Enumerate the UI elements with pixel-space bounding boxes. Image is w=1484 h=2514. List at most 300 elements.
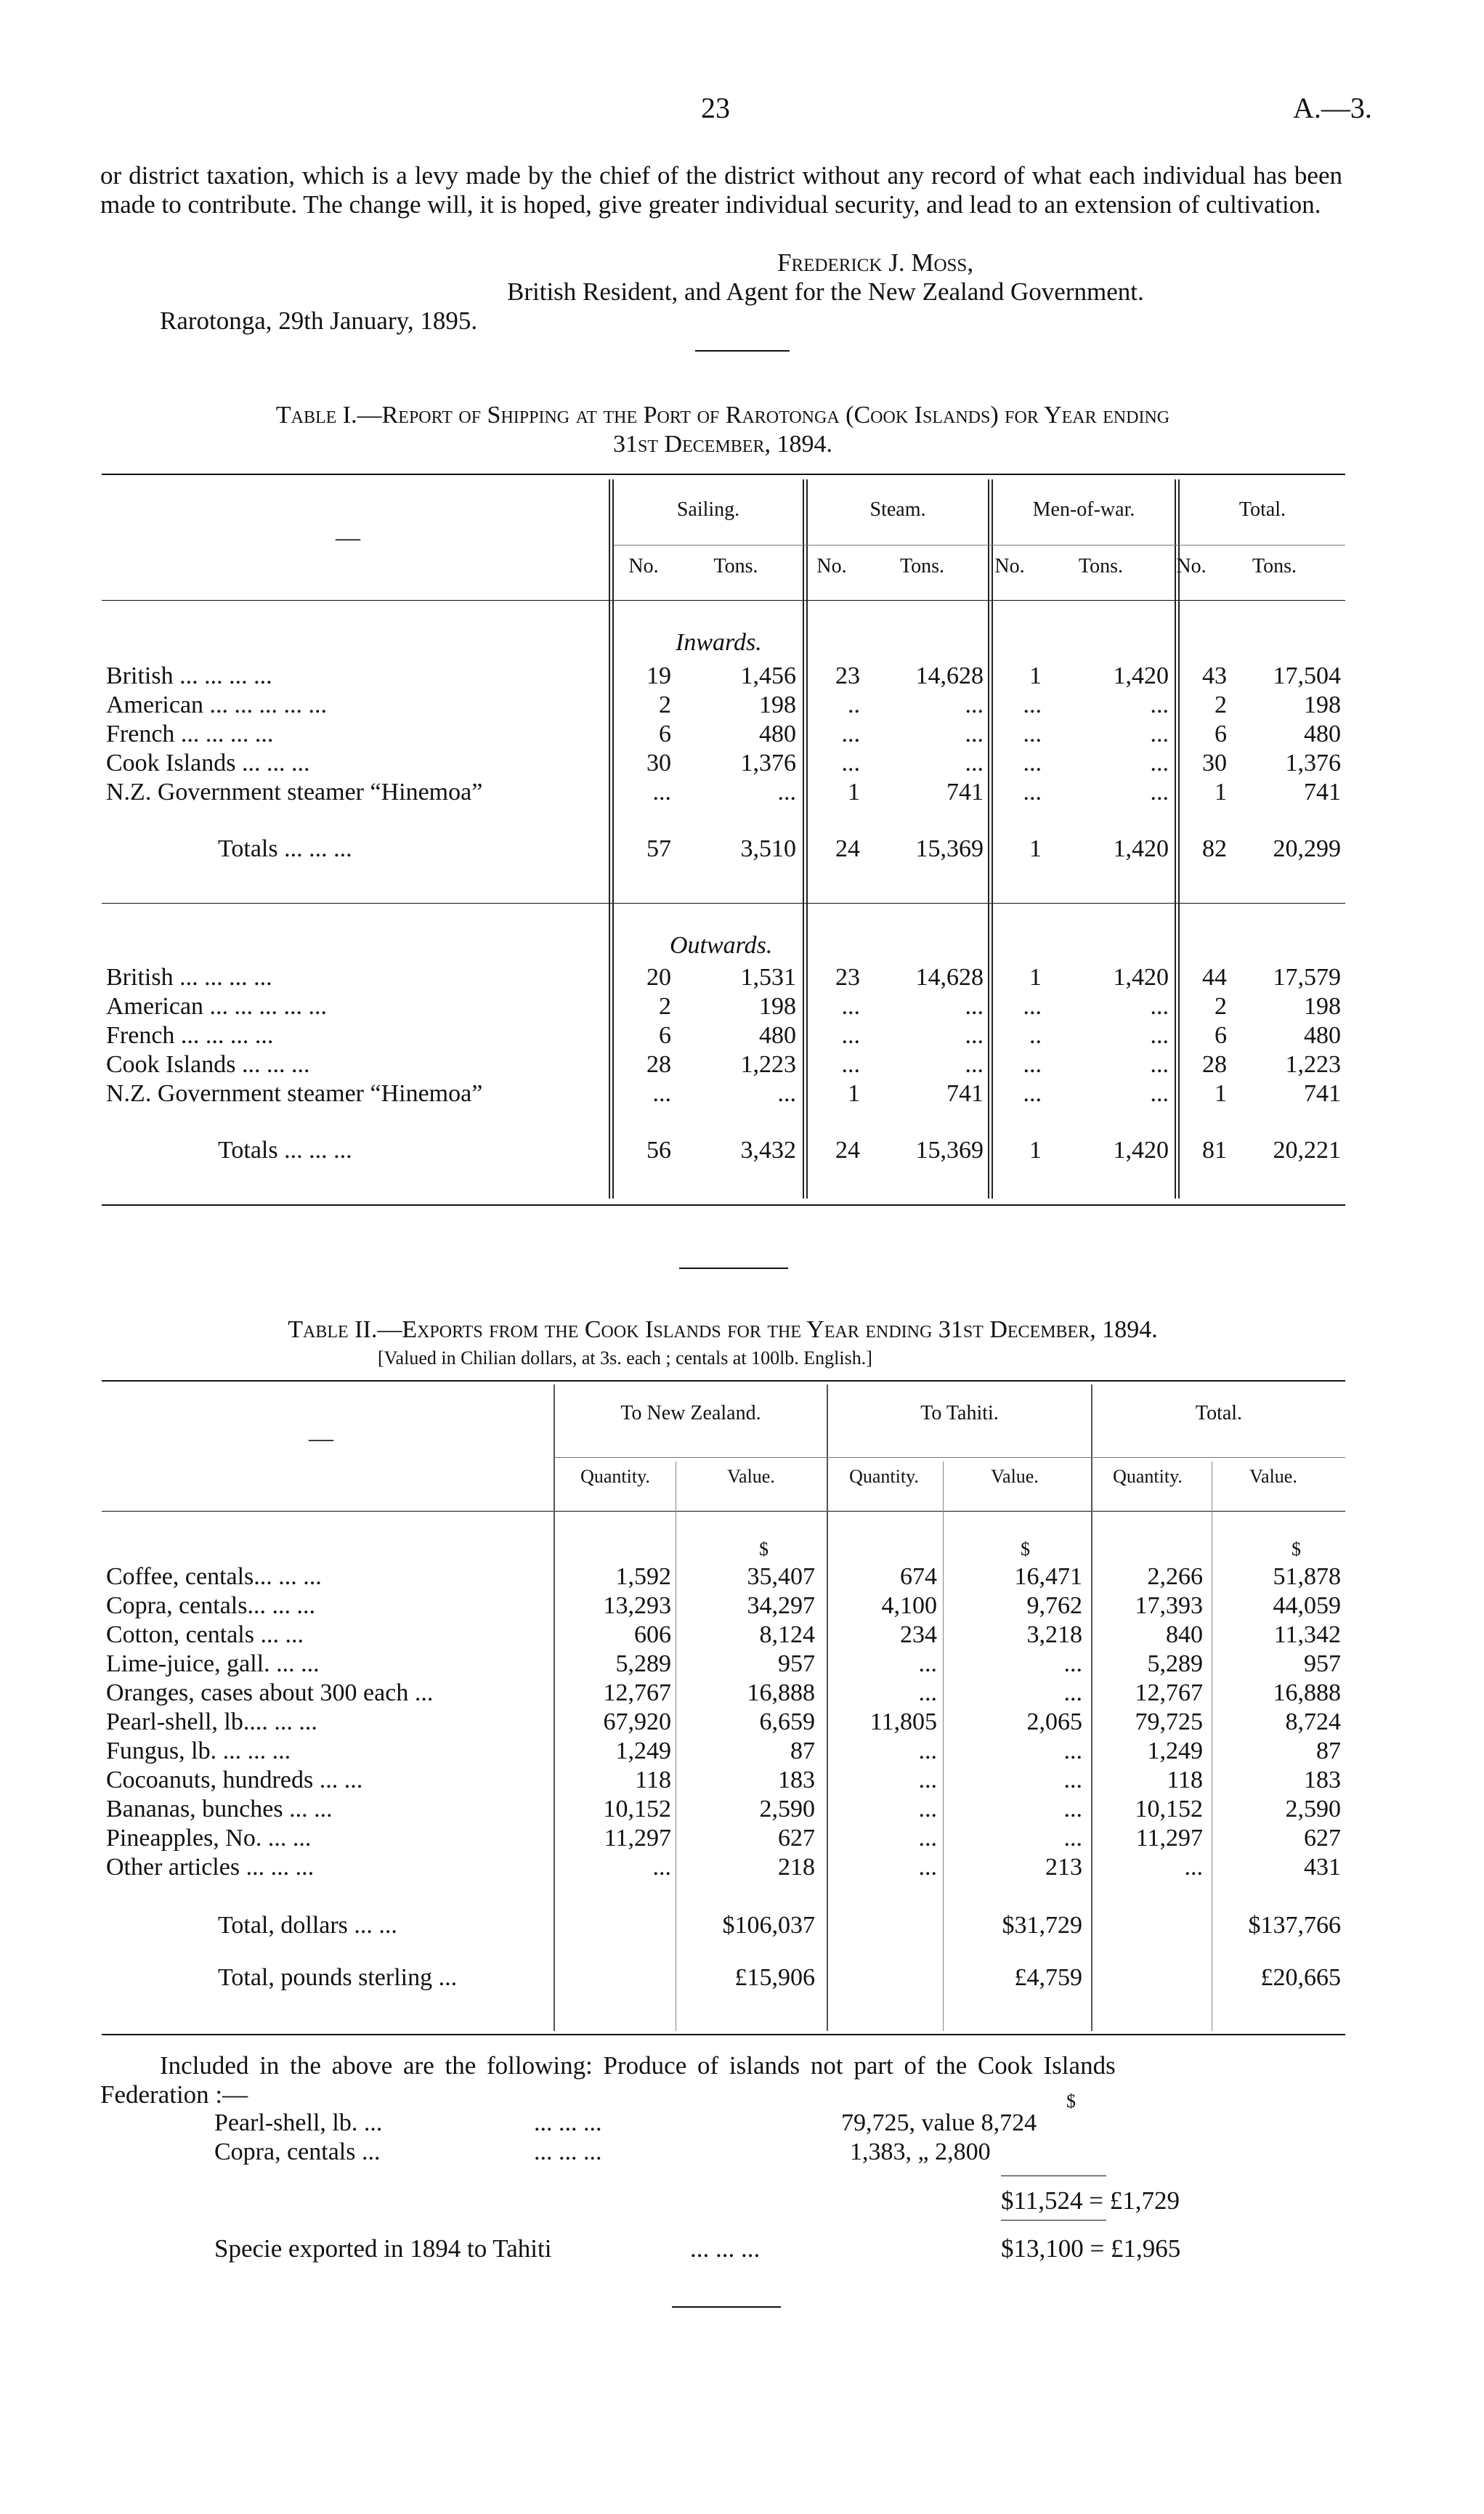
signature-name: Frederick J. Moss, xyxy=(777,248,974,277)
cell xyxy=(1087,1881,1207,1939)
cell: 1 xyxy=(1029,835,1042,862)
cell: ... xyxy=(918,1854,937,1881)
cell: ... xyxy=(777,1080,796,1107)
cell: 12,767 xyxy=(1135,1679,1203,1706)
row-label: Fungus, lb. xyxy=(106,1738,217,1764)
cell: 480 xyxy=(759,1022,796,1049)
t1-sub-no: No. xyxy=(994,555,1025,577)
subtotal-rule xyxy=(1001,2220,1106,2221)
row-dots: ... xyxy=(414,1679,434,1706)
row-label: French xyxy=(106,721,175,747)
document-code: A.—3. xyxy=(1293,92,1372,124)
cell: 1 xyxy=(848,779,860,806)
cell: ... xyxy=(841,721,860,747)
cell: ... xyxy=(1063,1825,1082,1852)
cell: ... xyxy=(965,1051,984,1078)
row-dots: ... ... xyxy=(267,1825,312,1852)
copra-value: 1,383, „ 2,800 xyxy=(850,2138,991,2165)
cell: 16,888 xyxy=(1273,1679,1341,1706)
cell: 87 xyxy=(1316,1738,1341,1764)
row-dots: ... ... ... xyxy=(222,1738,291,1764)
table2-stub-dash: — xyxy=(309,1425,333,1452)
cell: ... xyxy=(652,1080,671,1107)
cell: 198 xyxy=(1304,993,1341,1020)
cell: ... xyxy=(1150,692,1169,718)
cell: £4,759 xyxy=(1014,1964,1082,1991)
cell: ... xyxy=(841,1022,860,1049)
cell: ... xyxy=(1023,721,1042,747)
cell xyxy=(554,1939,676,1992)
t2-group-total: Total. xyxy=(1195,1402,1243,1424)
cell: 6 xyxy=(1215,1022,1227,1049)
table-row xyxy=(102,1562,1345,1591)
cell: ... xyxy=(1150,721,1169,747)
row-label: Pearl-shell, lb.... xyxy=(106,1708,268,1735)
cell: 87 xyxy=(790,1738,815,1764)
table-row xyxy=(102,992,1345,1021)
included-line1: Included in the above are the following: Produce of islands not part of the Cook Islands xyxy=(160,2051,1116,2080)
cell: 6 xyxy=(659,1022,671,1049)
t1-sub-tons: Tons. xyxy=(1252,555,1297,577)
table-row xyxy=(102,1649,1345,1678)
cell: 6 xyxy=(659,721,671,747)
cell: ... xyxy=(1150,1051,1169,1078)
t1-sub-tons: Tons. xyxy=(899,555,945,577)
totals-row xyxy=(102,806,1345,863)
t2-subheader-rule xyxy=(555,1457,1345,1458)
cell: 4,100 xyxy=(881,1592,937,1619)
cell: ... xyxy=(841,1051,860,1078)
cell: 5,289 xyxy=(1147,1650,1203,1677)
cell: 16,888 xyxy=(747,1679,815,1706)
cell: ... xyxy=(1063,1796,1082,1822)
copra-label: Copra, centals ... xyxy=(214,2138,381,2165)
table1-top-rule xyxy=(102,474,1345,475)
cell: 17,504 xyxy=(1273,662,1341,689)
separator-rule xyxy=(695,350,790,352)
row-dots: ... ... xyxy=(260,1621,304,1648)
table-row xyxy=(102,1823,1345,1852)
cell: 1,376 xyxy=(740,750,796,776)
cell: 1 xyxy=(1215,779,1227,806)
table-row xyxy=(102,1678,1345,1707)
subtotal: $11,524 = £1,729 xyxy=(1001,2186,1180,2215)
row-label: American ... xyxy=(106,692,229,718)
table2-header-rule xyxy=(102,1511,1345,1512)
cell: 51,878 xyxy=(1273,1563,1341,1590)
t2-sub-val: Value. xyxy=(1249,1466,1297,1487)
cell: ... xyxy=(965,692,984,718)
cell xyxy=(554,1881,676,1939)
cell: 19 xyxy=(646,662,671,689)
cell: 2 xyxy=(1215,692,1227,718)
cell: 674 xyxy=(900,1563,937,1590)
cell: ... xyxy=(1184,1854,1203,1881)
cell: 480 xyxy=(1304,721,1341,747)
row-label: Cocoanuts, hundreds xyxy=(106,1767,314,1793)
cell: 1,420 xyxy=(1113,662,1169,689)
dollar-sign: $ xyxy=(759,1538,769,1560)
cell: 23 xyxy=(835,662,860,689)
outwards-label: Outwards. xyxy=(670,932,773,959)
cell: 1,592 xyxy=(615,1563,671,1590)
row-dots: ... ... ... xyxy=(284,1137,352,1164)
cell: 14,628 xyxy=(915,964,984,991)
cell: ... xyxy=(1023,692,1042,718)
cell: 23 xyxy=(835,964,860,991)
cell: 10,152 xyxy=(1135,1796,1203,1822)
row-dots: ... ... ... ... xyxy=(179,964,272,991)
cell: 12,767 xyxy=(603,1679,671,1706)
totals-row xyxy=(102,1108,1345,1164)
cell: ... xyxy=(1063,1650,1082,1677)
row-label: Total, dollars ... xyxy=(218,1912,373,1939)
cell: 82 xyxy=(1202,835,1227,862)
row-dots: ... ... xyxy=(272,1592,315,1619)
cell: 1,249 xyxy=(1147,1738,1203,1764)
t1-sub-no: No. xyxy=(1176,555,1207,577)
cell: ... xyxy=(1023,1080,1042,1107)
row-label: N.Z. Government steamer “Hinemoa” xyxy=(106,779,483,806)
cell: 13,293 xyxy=(603,1592,671,1619)
table-row xyxy=(102,1736,1345,1765)
table-row xyxy=(102,1765,1345,1794)
cell: 840 xyxy=(1166,1621,1203,1648)
row-dots: ... ... ... ... xyxy=(234,993,328,1020)
cell: 2,590 xyxy=(1285,1796,1341,1822)
cell: 627 xyxy=(778,1825,815,1852)
cell: .. xyxy=(1029,1022,1042,1049)
cell xyxy=(1087,1939,1207,1992)
cell: 2 xyxy=(659,993,671,1020)
cell: 627 xyxy=(1304,1825,1341,1852)
table1-stub-dash: — xyxy=(336,524,360,551)
cell: 20,299 xyxy=(1273,835,1341,862)
cell: ... xyxy=(918,1825,937,1852)
row-label: Cook Islands xyxy=(106,1051,236,1078)
cell: ... xyxy=(918,1679,937,1706)
table-row xyxy=(102,1050,1345,1079)
cell: ... xyxy=(1063,1767,1082,1793)
table1-subheader xyxy=(614,555,1328,578)
t2-sub-qty: Quantity. xyxy=(1113,1466,1183,1487)
table-row xyxy=(102,1620,1345,1649)
table2-subheader xyxy=(555,1466,1339,1488)
specie-value: $13,100 = £1,965 xyxy=(1001,2234,1181,2263)
table-row xyxy=(102,690,1345,719)
row-label: Totals xyxy=(218,835,278,862)
specie-label: Specie exported in 1894 to Tahiti xyxy=(214,2234,552,2263)
cell: 1 xyxy=(848,1080,860,1107)
row-label: British xyxy=(106,662,174,689)
cell: ... xyxy=(1023,779,1042,806)
notes-dollar-sign: $ xyxy=(1066,2091,1076,2112)
totals-row xyxy=(102,1939,1345,1992)
row-dots: ... ... xyxy=(289,1796,333,1822)
cell: 198 xyxy=(759,692,796,718)
cell: 741 xyxy=(1304,779,1341,806)
row-dots: ... ... ... ... xyxy=(234,692,328,718)
cell: 20 xyxy=(646,964,671,991)
cell: 183 xyxy=(1304,1767,1341,1793)
cell: 30 xyxy=(1202,750,1227,776)
cell: 1 xyxy=(1029,964,1042,991)
dollar-sign: $ xyxy=(1292,1538,1301,1560)
table1-inwards xyxy=(102,661,1345,863)
row-dots: ... ... ... xyxy=(284,835,352,862)
t1-sub-no: No. xyxy=(816,555,847,577)
cell: ... xyxy=(965,1022,984,1049)
cell: 43 xyxy=(1202,662,1227,689)
cell: ... xyxy=(1150,750,1169,776)
dollar-sign: $ xyxy=(1021,1538,1030,1560)
row-label: British xyxy=(106,964,174,991)
t1-group-total: Total. xyxy=(1238,498,1286,521)
cell: 957 xyxy=(1304,1650,1341,1677)
table1-outwards xyxy=(102,962,1345,1164)
table-row xyxy=(102,777,1345,806)
cell: 11,297 xyxy=(604,1825,671,1852)
cell: 44 xyxy=(1202,964,1227,991)
cell: ... xyxy=(918,1650,937,1677)
t2-sub-qty: Quantity. xyxy=(849,1466,919,1487)
row-label: Totals xyxy=(218,1137,278,1164)
cell: 81 xyxy=(1202,1137,1227,1164)
cell: ... xyxy=(918,1767,937,1793)
cell: 17,579 xyxy=(1273,964,1341,991)
cell: 57 xyxy=(646,835,671,862)
cell: ... xyxy=(965,721,984,747)
cell: 17,393 xyxy=(1135,1592,1203,1619)
row-label: Other articles ... xyxy=(106,1854,265,1881)
inwards-label: Inwards. xyxy=(676,629,762,656)
table2-bottom-rule xyxy=(102,2034,1345,2035)
cell: 741 xyxy=(946,779,984,806)
t1-sub-no: No. xyxy=(628,555,659,577)
table-row xyxy=(102,661,1345,690)
row-label: N.Z. Government steamer “Hinemoa” xyxy=(106,1080,483,1107)
cell: ... xyxy=(965,750,984,776)
cell: ... xyxy=(1023,750,1042,776)
cell: 24 xyxy=(835,1137,860,1164)
t1-sub-tons: Tons. xyxy=(713,555,758,577)
intro-paragraph: or district taxation, which is a levy made by the chief of the district without any record of what each individual has been made to contribute. The change will, it is hoped, give greater individual security, and lead to an extension of cultivation. xyxy=(100,161,1342,219)
t1-group-steam: Steam. xyxy=(869,498,926,521)
cell: ... xyxy=(652,779,671,806)
row-label: Coffee, centals... xyxy=(106,1563,272,1590)
cell: 3,432 xyxy=(740,1137,796,1164)
cell: 1,249 xyxy=(615,1738,671,1764)
row-label: Copra, centals... xyxy=(106,1592,266,1619)
table2-subtitle: [Valued in Chilian dollars, at 3s. each ; centals at 100lb. English.] xyxy=(378,1347,872,1368)
cell: 741 xyxy=(1304,1080,1341,1107)
cell: 1,531 xyxy=(740,964,796,991)
row-label: Cook Islands xyxy=(106,750,236,776)
row-label: Oranges, cases about 300 each xyxy=(106,1679,409,1706)
cell: 35,407 xyxy=(747,1563,815,1590)
cell: 16,471 xyxy=(1014,1563,1082,1590)
cell: ... xyxy=(777,779,796,806)
table1-title-line1: Table I.—Report of Shipping at the Port of Rarotonga (Cook Islands) for Year ending xyxy=(275,402,1170,429)
table-row xyxy=(102,962,1345,992)
cell: 1,420 xyxy=(1113,835,1169,862)
cell: 2,590 xyxy=(759,1796,815,1822)
t2-sub-val: Value. xyxy=(991,1466,1039,1487)
cell: 3,510 xyxy=(740,835,796,862)
row-dots: ... ... xyxy=(319,1767,363,1793)
t2-sub-val: Value. xyxy=(727,1466,775,1487)
table1-bottom-rule xyxy=(102,1204,1345,1206)
cell: 10,152 xyxy=(603,1796,671,1822)
table2-body xyxy=(102,1562,1345,1992)
row-dots: ... ... xyxy=(270,1854,315,1881)
cell: 234 xyxy=(900,1621,937,1648)
table-row xyxy=(102,719,1345,748)
cell: 198 xyxy=(1304,692,1341,718)
cell: ... xyxy=(1023,1051,1042,1078)
cell: 11,342 xyxy=(1273,1621,1341,1648)
table-row xyxy=(102,1591,1345,1620)
cell: £20,665 xyxy=(1260,1964,1341,1991)
cell: 15,369 xyxy=(915,1137,984,1164)
t2-sub-qty: Quantity. xyxy=(580,1466,650,1487)
t1-sub-tons: Tons. xyxy=(1078,555,1124,577)
cell: ... xyxy=(652,1854,671,1881)
row-label: Bananas, bunches xyxy=(106,1796,283,1822)
cell: 957 xyxy=(778,1650,815,1677)
cell: ... xyxy=(918,1796,937,1822)
cell: 5,289 xyxy=(615,1650,671,1677)
pearl-dots: ... ... ... xyxy=(534,2109,602,2136)
cell: 1,456 xyxy=(740,662,796,689)
row-dots: ... ... xyxy=(278,1563,322,1590)
table1-mid-rule xyxy=(102,903,1345,904)
cell: 606 xyxy=(634,1621,671,1648)
cell: ... xyxy=(841,993,860,1020)
row-label: Lime-juice, gall. xyxy=(106,1650,270,1677)
cell: 198 xyxy=(759,993,796,1020)
cell xyxy=(819,1881,941,1939)
cell: 79,725 xyxy=(1135,1708,1203,1735)
table-row xyxy=(102,748,1345,777)
cell: 1 xyxy=(1215,1080,1227,1107)
included-line2: Federation :— xyxy=(100,2080,248,2109)
cell: 15,369 xyxy=(915,835,984,862)
cell: 9,762 xyxy=(1026,1592,1082,1619)
cell: 1,420 xyxy=(1113,964,1169,991)
cell: 1,223 xyxy=(1285,1051,1341,1078)
t1-subheader-rule xyxy=(614,545,1345,546)
cell: 28 xyxy=(1202,1051,1227,1078)
cell: 1,223 xyxy=(740,1051,796,1078)
row-dots: ... ... xyxy=(274,1708,317,1735)
cell: 28 xyxy=(646,1051,671,1078)
row-dots: ... xyxy=(378,1912,397,1939)
cell: 183 xyxy=(778,1767,815,1793)
cell: 1 xyxy=(1029,662,1042,689)
cell: 1,420 xyxy=(1113,1137,1169,1164)
cell: 30 xyxy=(646,750,671,776)
cell: 34,297 xyxy=(747,1592,815,1619)
cell: ... xyxy=(1023,993,1042,1020)
cell: 2 xyxy=(659,692,671,718)
signature-title: British Resident, and Agent for the New Zealand Government. xyxy=(507,277,1144,306)
table-row xyxy=(102,1079,1345,1108)
cell: $137,766 xyxy=(1248,1912,1341,1939)
cell: ... xyxy=(1150,1080,1169,1107)
cell: ... xyxy=(1150,1022,1169,1049)
cell: 44,059 xyxy=(1273,1592,1341,1619)
cell: 24 xyxy=(835,835,860,862)
cell: 1,376 xyxy=(1285,750,1341,776)
cell: .. xyxy=(848,692,860,718)
separator-rule xyxy=(679,1268,788,1269)
cell: ... xyxy=(1063,1738,1082,1764)
cell: 218 xyxy=(778,1854,815,1881)
cell: 2,266 xyxy=(1147,1563,1203,1590)
cell: 56 xyxy=(646,1137,671,1164)
t1-group-menofwar: Men-of-war. xyxy=(1032,498,1135,521)
cell: 20,221 xyxy=(1273,1137,1341,1164)
cell: 431 xyxy=(1304,1854,1341,1881)
cell: $31,729 xyxy=(1002,1912,1082,1939)
cell: 213 xyxy=(1045,1854,1082,1881)
row-label: Pineapples, No. xyxy=(106,1825,262,1852)
cell: £15,906 xyxy=(734,1964,815,1991)
totals-row xyxy=(102,1881,1345,1939)
table2-title: Table II.—Exports from the Cook Islands for the Year ending 31st December, 1894. xyxy=(288,1316,1158,1343)
row-label: Cotton, centals xyxy=(106,1621,254,1648)
row-dots: ... ... ... xyxy=(242,1051,310,1078)
row-dots: ... ... ... ... xyxy=(180,721,274,747)
cell: 6 xyxy=(1215,721,1227,747)
t2-group-tahiti: To Tahiti. xyxy=(920,1402,999,1424)
cell: 2 xyxy=(1215,993,1227,1020)
cell: ... xyxy=(1150,779,1169,806)
place-date: Rarotonga, 29th January, 1895. xyxy=(160,307,478,335)
separator-rule xyxy=(672,2306,781,2308)
specie-dots: ... ... ... xyxy=(690,2234,761,2263)
cell: 480 xyxy=(759,721,796,747)
cell: 11,805 xyxy=(869,1708,937,1735)
table-row xyxy=(102,1794,1345,1823)
cell: 1 xyxy=(1029,1137,1042,1164)
pearl-value: 79,725, value 8,724 xyxy=(841,2109,1037,2136)
table-row xyxy=(102,1021,1345,1050)
copra-dots: ... ... ... xyxy=(534,2138,602,2165)
table2-top-rule xyxy=(102,1380,1345,1382)
table-row xyxy=(102,1707,1345,1736)
row-dots: ... ... xyxy=(276,1650,320,1677)
cell: $106,037 xyxy=(722,1912,815,1939)
cell: 6,659 xyxy=(759,1708,815,1735)
cell: 11,297 xyxy=(1135,1825,1203,1852)
row-label: French xyxy=(106,1022,175,1049)
cell: 118 xyxy=(1167,1767,1203,1793)
row-dots: ... ... ... xyxy=(242,750,310,776)
t1-group-sailing: Sailing. xyxy=(676,498,740,521)
cell: 3,218 xyxy=(1026,1621,1082,1648)
cell: 8,124 xyxy=(759,1621,815,1648)
row-label: Total, pounds sterling ... xyxy=(218,1964,458,1991)
row-label: American ... xyxy=(106,993,229,1020)
row-dots: ... ... ... ... xyxy=(179,662,272,689)
pearl-label: Pearl-shell, lb. ... xyxy=(214,2109,383,2136)
table1-title-line2: 31st December, 1894. xyxy=(613,431,832,458)
cell: ... xyxy=(841,750,860,776)
cell: ... xyxy=(918,1738,937,1764)
cell: ... xyxy=(1063,1679,1082,1706)
